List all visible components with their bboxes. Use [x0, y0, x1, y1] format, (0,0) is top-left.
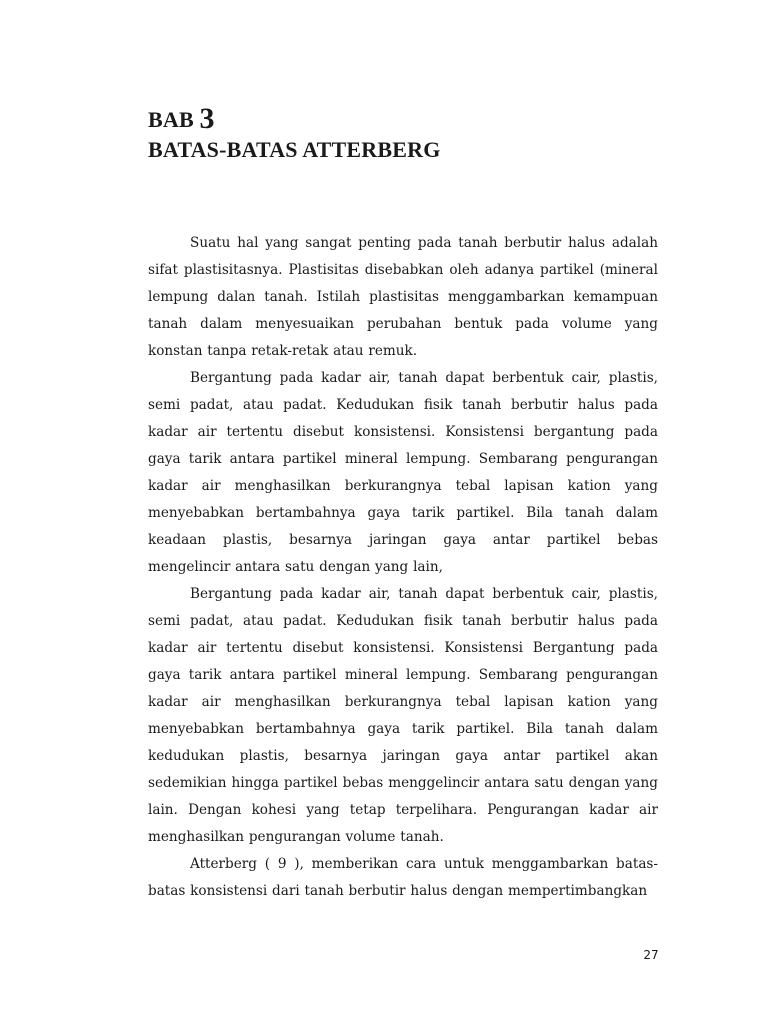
page-number: 27: [643, 948, 659, 962]
paragraph: Bergantung pada kadar air, tanah dapat berbentuk cair, plastis, semi padat, atau padat. Kedudukan fisik tanah berbutir halus pada kadar air tertentu disebut konsistensi. Konsistensi Bergantung pada gaya tarik antara partikel mineral lempung. Sembarang pengurangan kadar air menghasilkan berkurangnya tebal lapisan kation yang menyebabkan bertambahnya gaya tarik partikel. Bila tanah dalam kedudukan plastis, besarnya jaringan gaya antar partikel akan sedemikian hingga partikel bebas menggelincir antara satu dengan yang lain. Dengan kohesi yang tetap terpelihara. Pengurangan kadar air menghasilkan pengurangan volume tanah.: [148, 586, 658, 845]
chapter-label-line: [148, 104, 668, 135]
chapter-number: 3: [199, 102, 215, 135]
paragraph: Suatu hal yang sangat penting pada tanah berbutir halus adalah sifat plastisitasnya. Plastisitas disebabkan oleh adanya partikel (mineral lempung dalan tanah. Istilah plastisitas menggambarkan kemampuan tanah dalam menyesuaikan perubahan bentuk pada volume yang konstan tanpa retak-retak atau remuk.: [148, 235, 658, 359]
paragraph: Bergantung pada kadar air, tanah dapat berbentuk cair, plastis, semi padat, atau padat. Kedudukan fisik tanah berbutir halus pada kadar air tertentu disebut konsistensi. Konsistensi bergantung pada gaya tarik antara partikel mineral lempung. Sembarang pengurangan kadar air menghasilkan berkurangnya tebal lapisan kation yang menyebabkan bertambahnya gaya tarik partikel. Bila tanah dalam keadaan plastis, besarnya jaringan gaya antar partikel bebas mengelincir antara satu dengan yang lain,: [148, 370, 658, 575]
chapter-heading: [148, 104, 668, 165]
body-text: [148, 230, 658, 905]
paragraph: Atterberg ( 9 ), memberikan cara untuk menggambarkan batas-batas konsistensi dari tanah berbutir halus dengan mempertimbangkan: [148, 856, 658, 899]
chapter-title: BATAS-BATAS ATTERBERG: [148, 137, 441, 162]
chapter-label: BAB: [148, 107, 194, 132]
